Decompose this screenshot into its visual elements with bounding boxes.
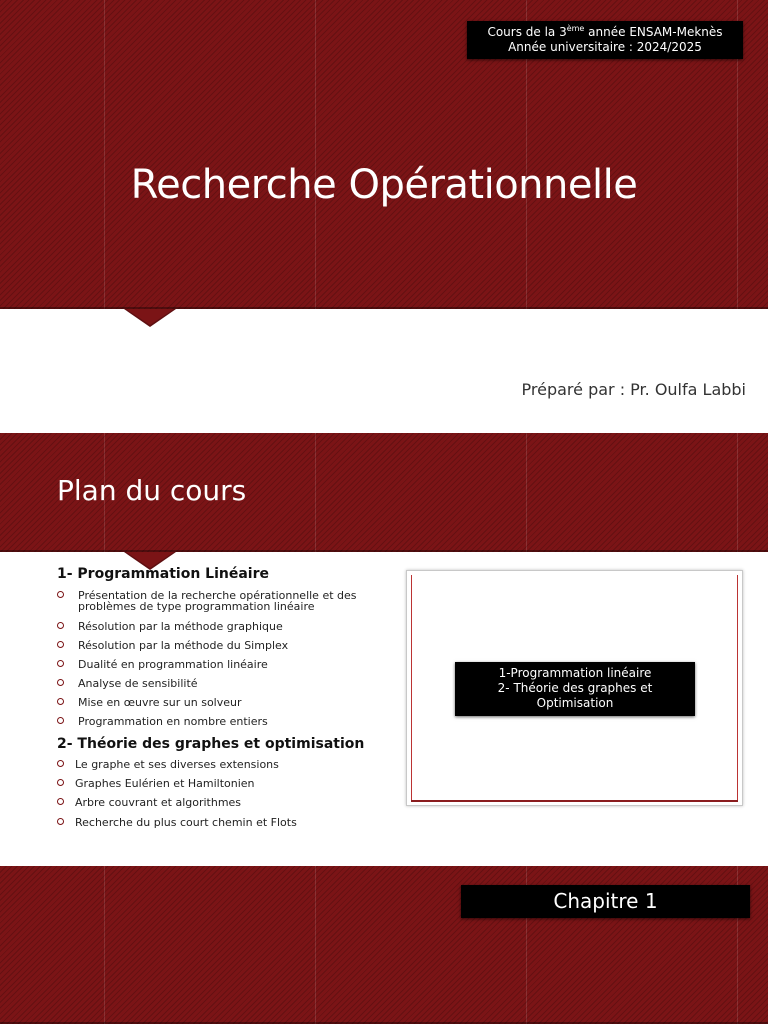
- list-item: Dualité en programmation linéaire: [57, 659, 387, 670]
- list-item: Arbre couvrant et algorithmes: [57, 797, 387, 808]
- list-item: Analyse de sensibilité: [57, 678, 387, 689]
- list-item: Présentation de la recherche opérationnelle et des problèmes de type programmation linéaire: [57, 590, 387, 612]
- circle-bullet-icon: [57, 622, 64, 629]
- section1-heading: 1- Programmation Linéaire: [57, 566, 269, 582]
- list-item: Le graphe et ses diverses extensions: [57, 759, 387, 770]
- list-item: Programmation en nombre entiers: [57, 716, 387, 727]
- circle-bullet-icon: [57, 798, 64, 805]
- list-item: Graphes Eulérien et Hamiltonien: [57, 778, 387, 789]
- circle-bullet-icon: [57, 760, 64, 767]
- plan-title: Plan du cours: [57, 474, 247, 507]
- list-item: Résolution par la méthode graphique: [57, 621, 387, 632]
- course-info-line1: Cours de la 3ème année ENSAM-Meknès: [487, 24, 723, 39]
- circle-bullet-icon: [57, 641, 64, 648]
- course-info-box: [467, 21, 743, 59]
- thumbnail-label: 1-Programmation linéaire 2- Théorie des graphes et Optimisation: [455, 662, 695, 716]
- circle-bullet-icon: [57, 660, 64, 667]
- circle-bullet-icon: [57, 779, 64, 786]
- author-line: Préparé par : Pr. Oulfa Labbi: [521, 380, 746, 399]
- circle-bullet-icon: [57, 818, 64, 825]
- slide1-notch-fill: [126, 309, 174, 325]
- section2-heading: 2- Théorie des graphes et optimisation: [57, 736, 365, 752]
- circle-bullet-icon: [57, 679, 64, 686]
- circle-bullet-icon: [57, 717, 64, 724]
- course-title: Recherche Opérationnelle: [130, 162, 638, 208]
- circle-bullet-icon: [57, 698, 64, 705]
- slide1-body: [0, 309, 768, 433]
- circle-bullet-icon: [57, 591, 64, 598]
- chapter-label: Chapitre 1: [461, 885, 750, 918]
- list-item: Recherche du plus court chemin et Flots: [57, 817, 387, 828]
- list-item: Résolution par la méthode du Simplex: [57, 640, 387, 651]
- course-info-line2: Année universitaire : 2024/2025: [508, 40, 702, 54]
- list-item: Mise en œuvre sur un solveur: [57, 697, 387, 708]
